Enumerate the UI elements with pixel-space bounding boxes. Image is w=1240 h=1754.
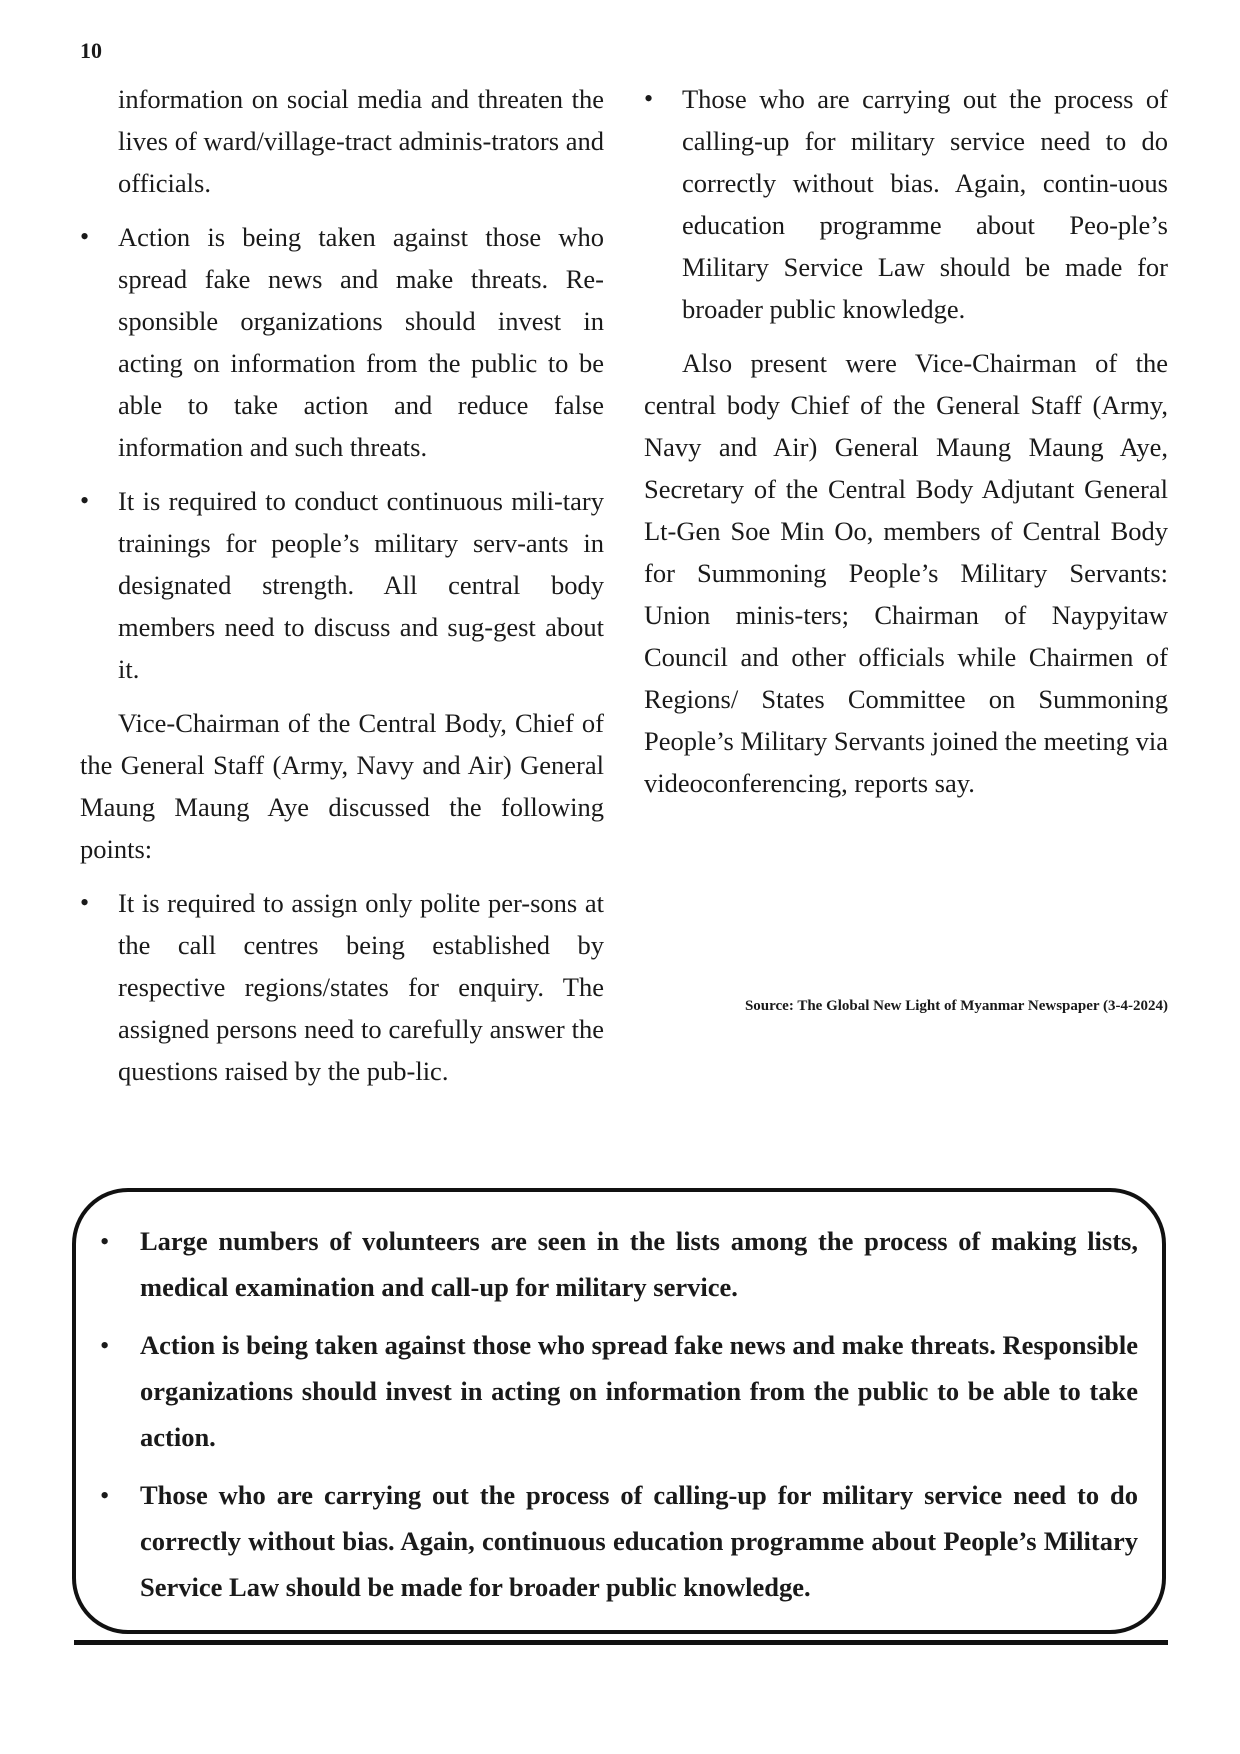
page-number: 10	[80, 38, 102, 63]
body-paragraph: Vice-Chairman of the Central Body, Chief of the General Staff (Army, Navy and Air) General Maung Maung Aye discussed the following points:	[80, 708, 604, 864]
bullet-item: • It is required to conduct continuous mili-tary trainings for people’s military serv-ants in designated strength. All central body members need to discuss and sug-gest about it.	[80, 480, 604, 690]
bullet-list	[80, 882, 604, 1092]
bullet-item: • Action is being taken against those who spread fake news and make threats. Re-sponsible organizations should invest in acting on information from the public to be able to take action and reduce false information and such threats.	[80, 216, 604, 468]
bullet-list	[644, 78, 1168, 330]
source-citation: Source: The Global New Light of Myanmar Newspaper (3-4-2024)	[744, 998, 1168, 1014]
body-paragraph: Also present were Vice-Chairman of the central body Chief of the General Staff (Army, Navy and Air) General Maung Maung Aye, Secretary of the Central Body Adjutant General Lt-Gen Soe Min Oo, members of Central Body for Summoning People’s Military Servants: Union minis-ters; Chairman of Naypyitaw Council and other officials while Chairmen of Regions/ States Committee on Summoning People’s Military Servants joined the meeting via videoconferencing, reports say.	[644, 348, 1169, 798]
bullet-item: • Those who are carrying out the process of calling-up for military service need to do correctly without bias. Again, contin-uous education programme about Peo-ple’s Military Service Law should be made for broader public knowledge.	[644, 78, 1168, 330]
continued-text: information on social media and threaten the lives of ward/village-tract adminis-trators and officials.	[118, 84, 604, 198]
left-column	[80, 78, 604, 1104]
highlight-item: • Large numbers of volunteers are seen in the lists among the process of making lists, medical examination and call-up for military service.	[100, 1218, 1138, 1310]
bullet-list	[80, 216, 604, 690]
bottom-rule	[74, 1640, 1168, 1645]
bullet-item: • It is required to assign only polite per-sons at the call centres being established by respective regions/states for enquiry. The assigned persons need to carefully answer the questions raised by the pub-lic.	[80, 882, 604, 1092]
highlight-item: • Those who are carrying out the process of calling-up for military service need to do correctly without bias. Again, continuous education programme about People’s Military Service Law should be made for broader public knowledge.	[100, 1472, 1138, 1610]
right-column	[644, 78, 1168, 816]
highlight-item: • Action is being taken against those who spread fake news and make threats. Responsible organizations should invest in acting on information from the public to be able to take action.	[100, 1322, 1138, 1460]
highlight-box	[72, 1188, 1166, 1634]
highlight-list	[100, 1218, 1138, 1610]
